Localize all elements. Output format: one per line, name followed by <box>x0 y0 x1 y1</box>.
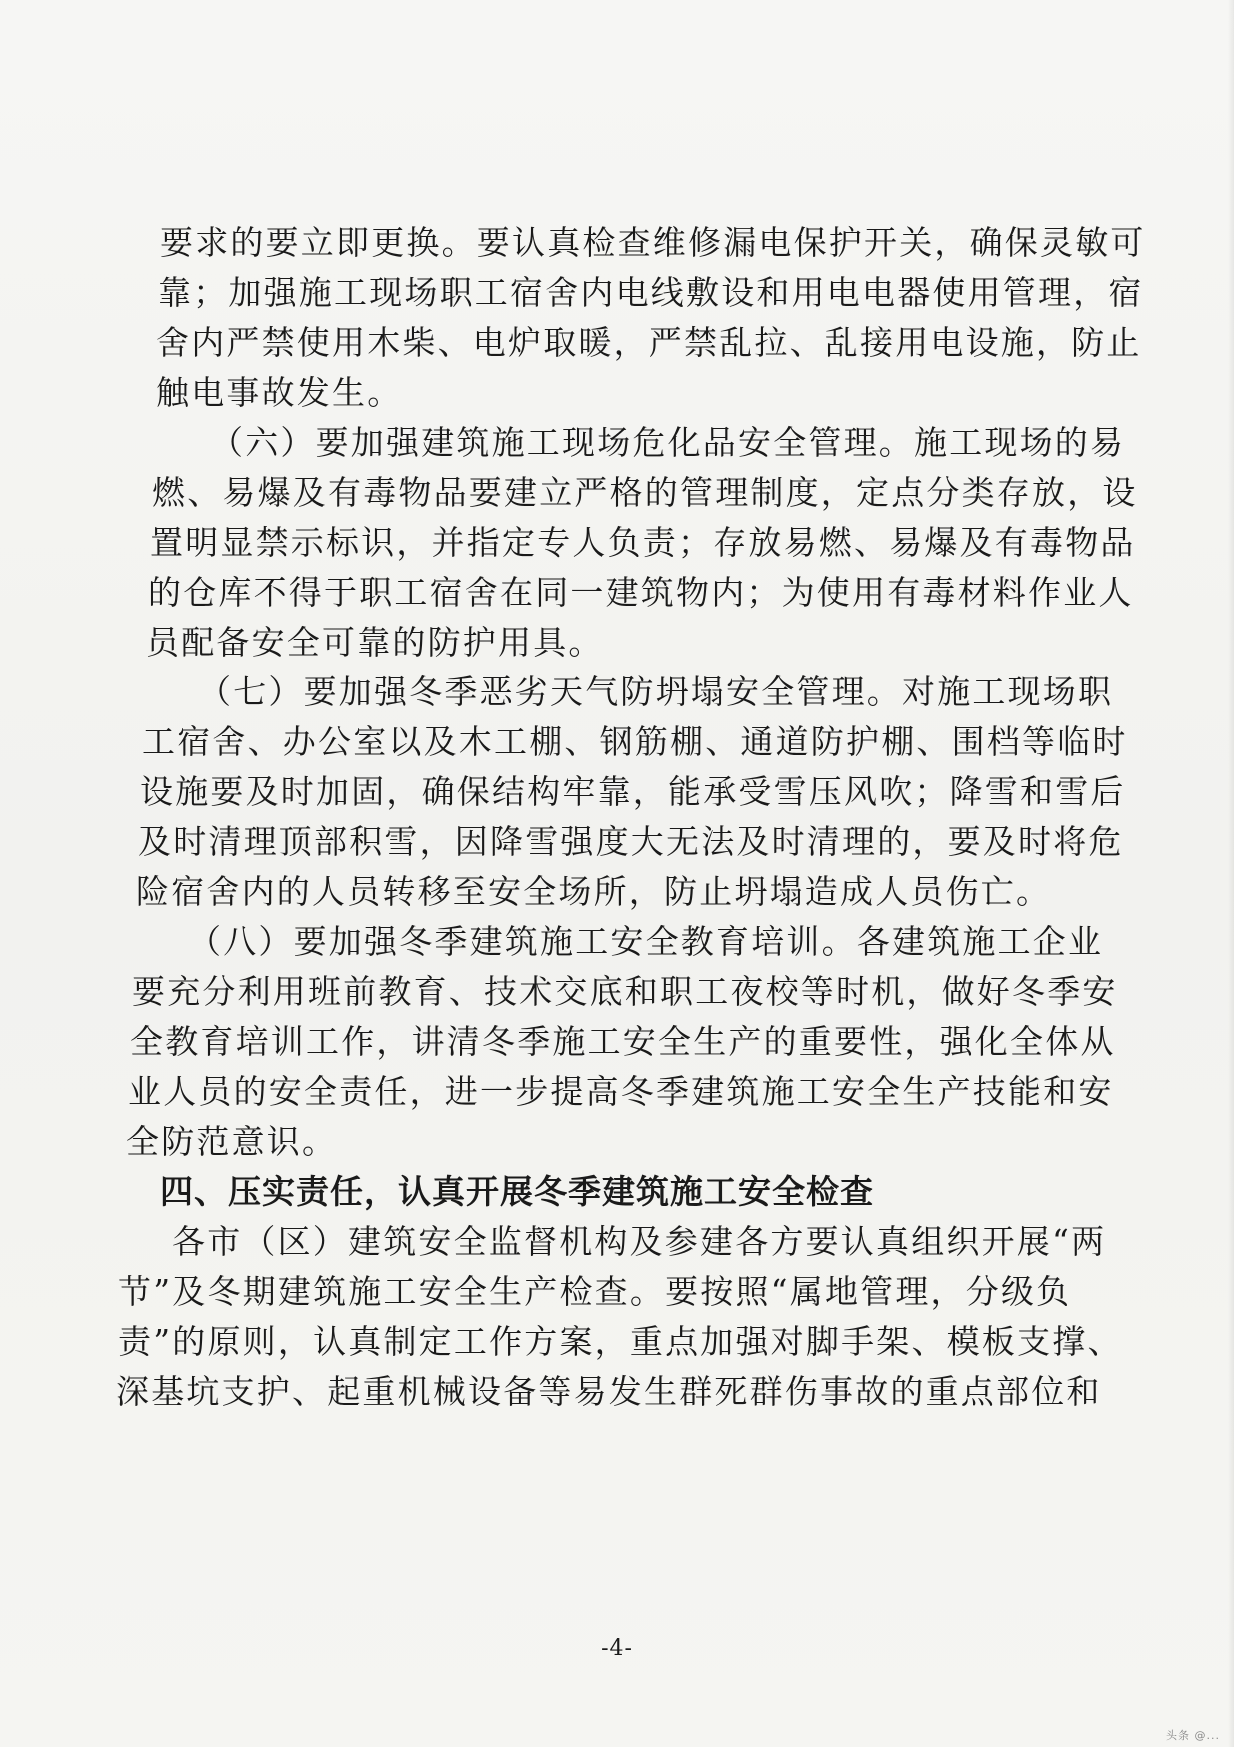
text-line-8: 的仓库不得于职工宿舍在同一建筑物内；为使用有毒材料作业人 <box>148 573 1134 612</box>
text-line-19: 全防范意识。 <box>126 1122 338 1161</box>
text-line-7: 置明显禁示标识，并指定专人负责；存放易燃、易爆及有毒物品 <box>150 523 1136 562</box>
text-line-24: 深基坑支护、起重机械设备等易发生群死群伤事故的重点部位和 <box>116 1372 1102 1411</box>
text-line-3: 舍内严禁使用木柴、电炉取暖，严禁乱拉、乱接用电设施，防止 <box>156 323 1142 362</box>
text-line-10: （七）要加强冬季恶劣天气防坍塌安全管理。对施工现场职 <box>198 672 1114 711</box>
text-line-5: （六）要加强建筑施工现场危化品安全管理。施工现场的易 <box>210 423 1126 462</box>
text-line-1: 要求的要立即更换。要认真检查维修漏电保护开关，确保灵敏可 <box>160 223 1146 262</box>
text-line-16: 要充分利用班前教育、技术交底和职工夜校等时机，做好冬季安 <box>132 972 1118 1011</box>
text-line-9: 员配备安全可靠的防护用具。 <box>146 623 604 662</box>
text-line-6: 燃、易爆及有毒物品要建立严格的管理制度，定点分类存放，设 <box>152 473 1138 512</box>
text-line-18: 业人员的安全责任，进一步提高冬季建筑施工安全生产技能和安 <box>128 1072 1114 1111</box>
text-line-17: 全教育培训工作，讲清冬季施工安全生产的重要性，强化全体从 <box>130 1022 1116 1061</box>
scan-edge-shadow <box>1228 0 1234 1747</box>
text-line-15: （八）要加强冬季建筑施工安全教育培训。各建筑施工企业 <box>188 922 1104 961</box>
text-line-21: 各市（区）建筑安全监督机构及参建各方要认真组织开展“两 <box>172 1222 1107 1261</box>
text-line-13: 及时清理顶部积雪，因降雪强度大无法及时清理的，要及时将危 <box>138 822 1124 861</box>
watermark: 头条 @... <box>1166 1729 1220 1742</box>
section-heading: 四、压实责任，认真开展冬季建筑施工安全检查 <box>160 1172 874 1211</box>
text-line-4: 触电事故发生。 <box>156 373 403 412</box>
text-line-2: 靠；加强施工现场职工宿舍内电线敷设和用电电器使用管理，宿 <box>158 273 1144 312</box>
text-line-12: 设施要及时加固，确保结构牢靠，能承受雪压风吹；降雪和雪后 <box>140 772 1126 811</box>
text-line-14: 险宿舍内的人员转移至安全场所，防止坍塌造成人员伤亡。 <box>136 872 1052 911</box>
text-line-22: 节”及冬期建筑施工安全生产检查。要按照“属地管理，分级负 <box>118 1272 1072 1311</box>
page-number: -4- <box>601 1636 633 1661</box>
text-line-11: 工宿舍、办公室以及木工棚、钢筋棚、通道防护棚、围档等临时 <box>142 722 1128 761</box>
text-line-23: 责”的原则，认真制定工作方案，重点加强对脚手架、模板支撑、 <box>118 1322 1123 1361</box>
